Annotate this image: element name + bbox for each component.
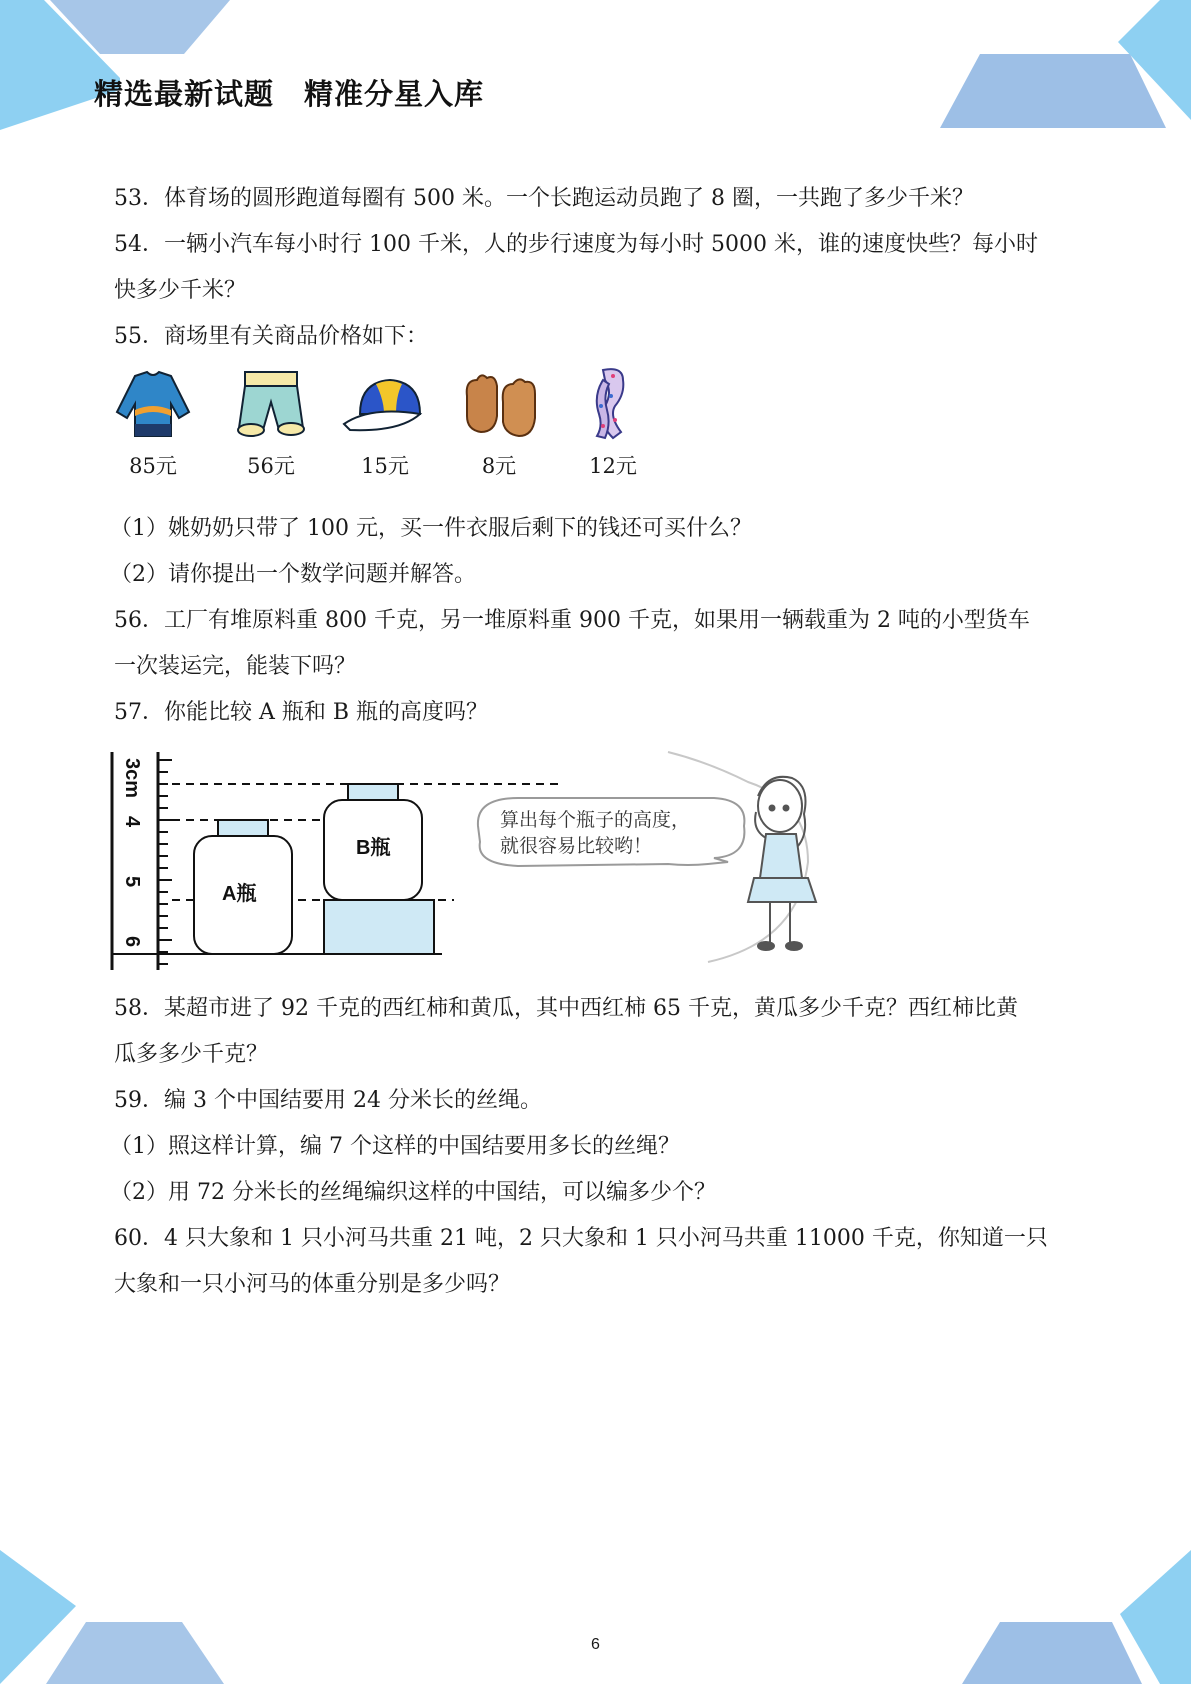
question-58-line1: 58．某超市进了 92 千克的西红柿和黄瓜，其中西红柿 65 千克，黄瓜多少千克？西红柿比黄 <box>114 996 1018 1021</box>
question-54-line1: 54．一辆小汽车每小时行 100 千米，人的步行速度为每小时 5000 米，谁的速度快些？每小时 <box>114 232 1038 257</box>
price-label: 56元 <box>247 454 295 478</box>
price-item-gloves <box>454 366 544 480</box>
price-item-sweater <box>108 366 198 480</box>
ruler-ticks <box>158 760 172 964</box>
page-number: 6 <box>591 1636 600 1653</box>
question-57: 57．你能比较 A 瓶和 B 瓶的高度吗？ <box>114 700 489 725</box>
price-item-scarf <box>568 366 658 480</box>
price-label: 12元 <box>589 454 637 478</box>
question-59-part2: （2）用 72 分米长的丝绳编织这样的中国结，可以编多少个？ <box>110 1180 716 1205</box>
speech-line-2: 就很容易比较哟！ <box>500 835 653 857</box>
ruler-label-3cm: 3cm <box>121 758 143 799</box>
question-55-part2: （2）请你提出一个数学问题并解答。 <box>110 562 476 587</box>
question-54-line2: 快多少千米？ <box>114 278 247 303</box>
gloves-icon <box>459 366 539 442</box>
question-56-line1: 56．工厂有堆原料重 800 千克，另一堆原料重 900 千克，如果用一辆载重为 2 吨的小型货车 <box>114 608 1030 633</box>
ruler-label-6: 6 <box>121 936 143 948</box>
question-56-line2: 一次装运完，能装下吗？ <box>114 654 357 679</box>
question-60-line1: 60．4 只大象和 1 只小河马共重 21 吨，2 只大象和 1 只小河马共重 11000 千克，你知道一只 <box>114 1226 1048 1251</box>
price-label: 15元 <box>361 454 409 478</box>
ruler-label-4: 4 <box>121 816 143 828</box>
bottle-a-label: A瓶 <box>222 883 257 905</box>
sweater-icon <box>113 366 193 442</box>
bottle-b-label: B瓶 <box>356 837 391 859</box>
price-label: 8元 <box>481 454 517 478</box>
question-59: 59．编 3 个中国结要用 24 分米长的丝绳。 <box>114 1088 542 1113</box>
cap-icon <box>340 366 430 442</box>
bottle-diagram <box>108 742 828 986</box>
question-55-part1: （1）姚奶奶只带了 100 元，买一件衣服后剩下的钱还可买什么？ <box>110 516 752 541</box>
question-58-line2: 瓜多多少千克？ <box>114 1042 269 1067</box>
price-item-shorts <box>226 366 316 480</box>
header-title: 精选最新试题 精准分星入库 <box>94 77 485 111</box>
question-59-part1: （1）照这样计算，编 7 个这样的中国结要用多长的丝绳？ <box>110 1134 680 1159</box>
question-55: 55．商场里有关商品价格如下： <box>114 324 428 349</box>
bottle-figure <box>114 742 1074 986</box>
question-list <box>110 176 1074 1308</box>
speech-line-1: 算出每个瓶子的高度， <box>500 809 691 831</box>
ruler-label-5: 5 <box>121 876 143 888</box>
scarf-icon <box>573 366 653 442</box>
question-53: 53．体育场的圆形跑道每圈有 500 米。一个长跑运动员跑了 8 圈，一共跑了多少千米？ <box>114 186 974 211</box>
top-right-trapezoid <box>940 54 1166 128</box>
price-item-cap <box>340 366 430 480</box>
price-label: 85元 <box>129 454 177 478</box>
shorts-icon <box>231 366 311 442</box>
question-60-line2: 大象和一只小河马的体重分别是多少吗？ <box>114 1272 511 1297</box>
price-figure <box>114 360 1074 506</box>
